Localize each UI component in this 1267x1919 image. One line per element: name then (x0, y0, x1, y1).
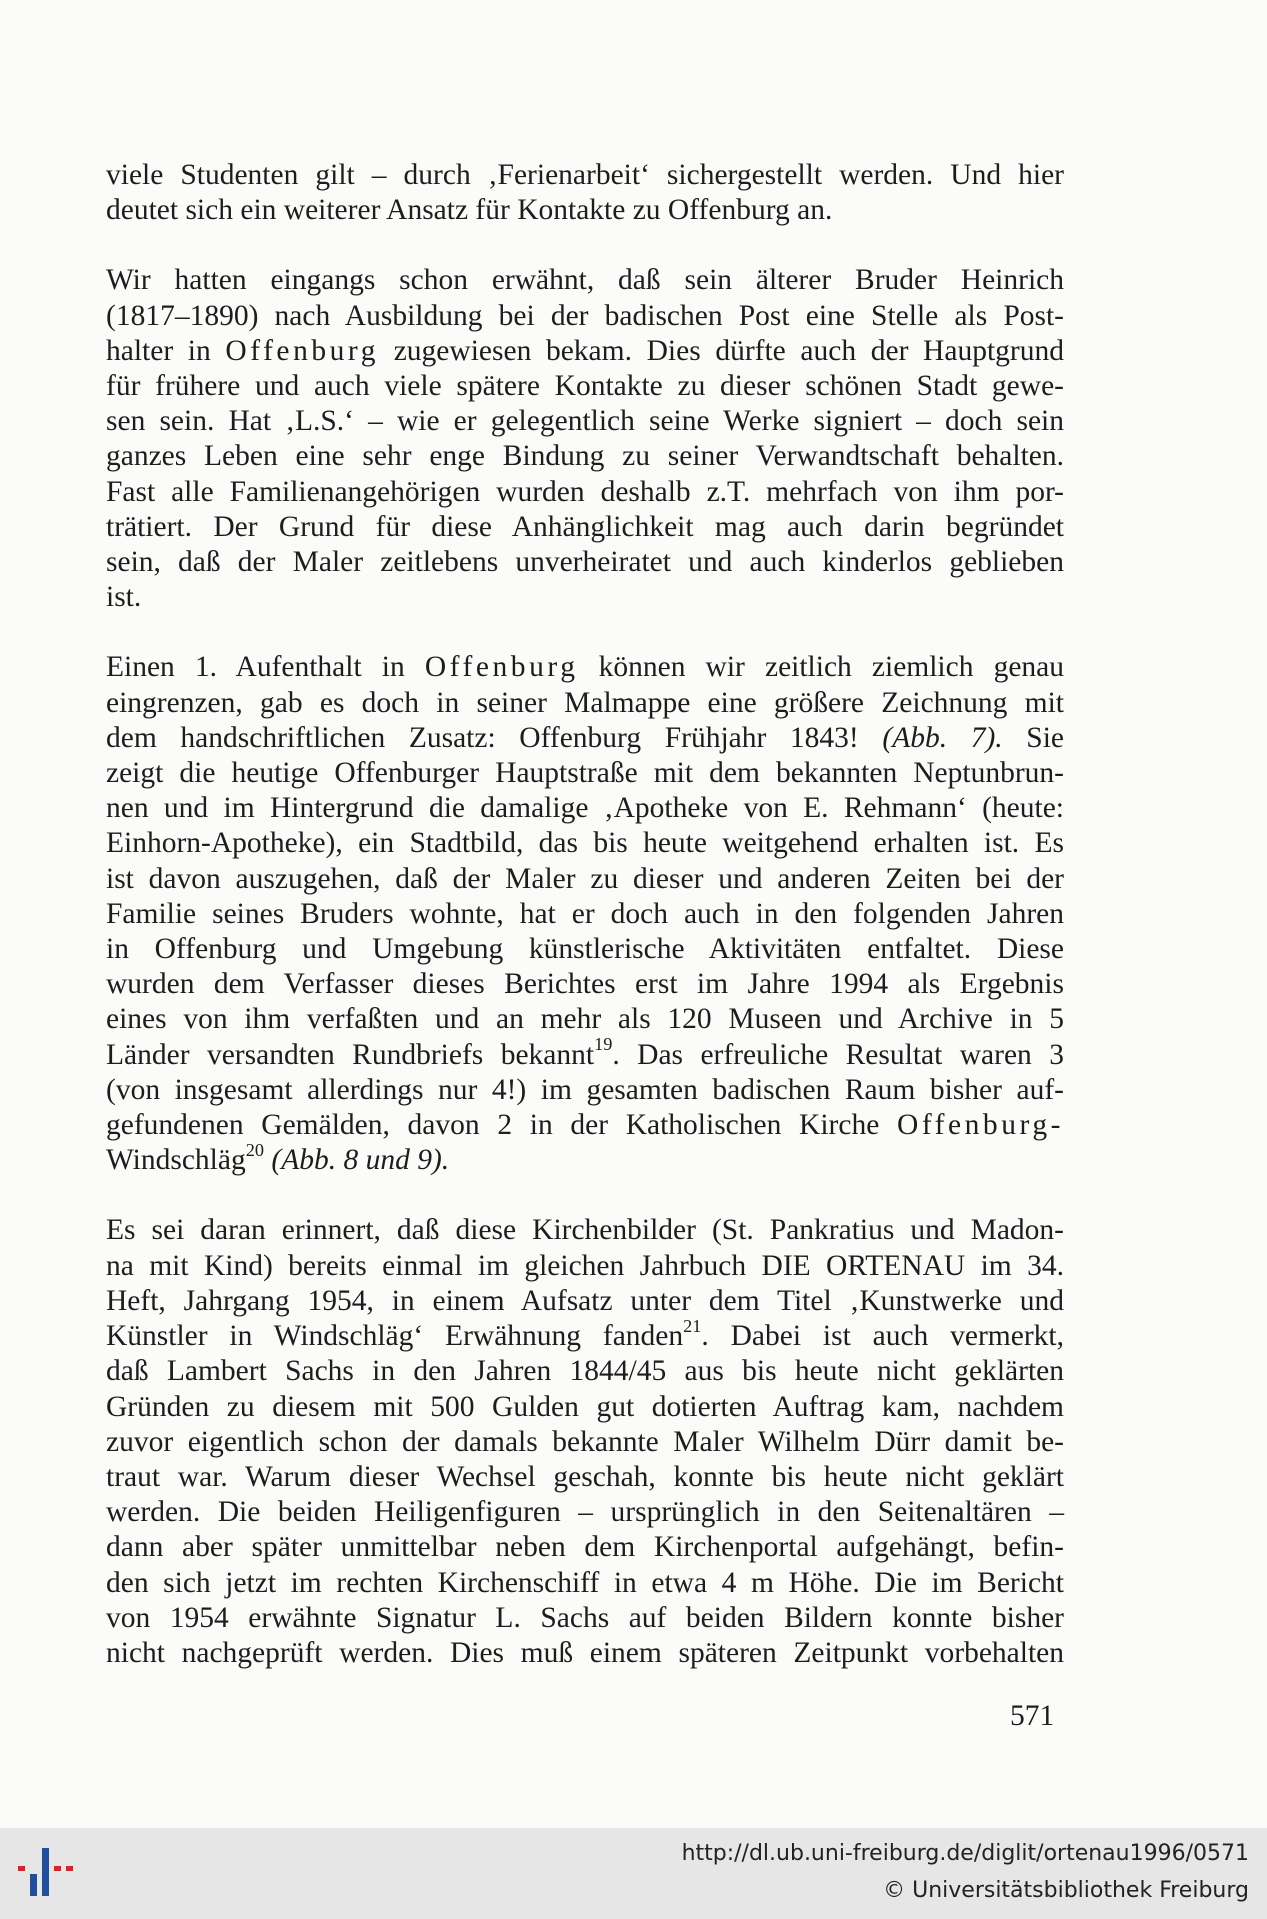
text-line: Fast alle Familienangehörigen wurden deshalb z.T. mehrfach von ihm por- (106, 475, 1064, 508)
text-line: nicht nachgeprüft werden. Dies muß einem späteren Zeitpunkt vorbehalten (106, 1636, 1064, 1669)
text-line: von 1954 erwähnte Signatur L. Sachs auf beiden Bildern konnte bisher (106, 1601, 1064, 1634)
text-line: Heft, Jahrgang 1954, in einem Aufsatz unter dem Titel ‚Kunstwerke und (106, 1284, 1064, 1317)
text-line (106, 1034, 1064, 1073)
text-line: (von insgesamt allerdings nur 4!) im gesamten badischen Raum bisher auf- (106, 1073, 1064, 1106)
text-line: sein, daß der Maler zeitlebens unverheiratet und auch kinderlos geblieben (106, 546, 1064, 579)
footnote-marker: 19 (594, 1034, 613, 1055)
text-line: Wir hatten eingangs schon erwähnt, daß sein älterer Bruder Heinrich (106, 264, 1064, 297)
figure-reference: (Abb. 8 und 9). (264, 1144, 450, 1177)
text-fragment: halter in (106, 334, 226, 367)
body-text (106, 158, 1064, 1671)
footnote-marker: 20 (245, 1139, 265, 1160)
text-line: dann aber später unmittelbar neben dem Kirchenportal aufgehängt, befin- (106, 1531, 1064, 1564)
paragraph-4 (106, 1213, 1064, 1671)
text-line: ist. (106, 581, 142, 614)
text-fragment: Künstler in Windschläg‘ Erwähnung fanden (106, 1320, 684, 1353)
text-line: eines von ihm verfaßten und an mehr als 120 Museen und Archive in 5 (106, 1003, 1064, 1036)
text-line (106, 1108, 1064, 1143)
text-line: wurden dem Verfasser dieses Berichtes erst im Jahre 1994 als Ergebnis (106, 968, 1064, 1001)
text-line: sen sein. Hat ‚L.S.‘ – wie er gelegentlich seine Werke signiert – doch sein (106, 405, 1064, 438)
paragraph-3 (106, 650, 1064, 1178)
text-line: zuvor eigentlich schon der damals bekannte Maler Wilhelm Dürr damit be- (106, 1425, 1064, 1458)
spaced-place-name: Offenburg (225, 334, 380, 367)
page-number: 571 (1010, 1700, 1055, 1732)
text-line: trätiert. Der Grund für diese Anhänglichkeit mag auch darin begründet (106, 510, 1064, 543)
footer-copyright: © Universitätsbibliothek Freiburg (883, 1878, 1249, 1903)
text-line (106, 334, 1064, 369)
text-line: für frühere und auch viele spätere Kontakte zu dieser schönen Stadt gewe- (106, 370, 1064, 403)
figure-reference: (Abb. 7). (882, 721, 1003, 754)
text-fragment: Sie (1002, 721, 1064, 754)
text-line (106, 1315, 1064, 1354)
footnote-marker: 21 (683, 1315, 702, 1336)
text-line: den sich jetzt im rechten Kirchenschiff in etwa 4 m Höhe. Die im Bericht (106, 1566, 1064, 1599)
text-line: Einhorn-Apotheke), ein Stadtbild, das bis heute weitgehend erhalten ist. Es (106, 827, 1064, 860)
text-fragment: dem handschriftlichen Zusatz: Offenburg Frühjahr 1843! (106, 721, 883, 754)
footer-bar (0, 1828, 1267, 1919)
paragraph-1 (106, 158, 1064, 228)
spaced-place-name: Offenburg (424, 651, 579, 684)
text-line: daß Lambert Sachs in den Jahren 1844/45 aus bis heute nicht geklärten (106, 1355, 1064, 1388)
text-fragment: Einen 1. Aufenthalt in (106, 651, 425, 684)
text-line: viele Studenten gilt – durch ‚Ferienarbeit‘ sichergestellt werden. Und hier (106, 159, 1064, 191)
text-line: Familie seines Bruders wohnte, hat er doch auch in den folgenden Jahren (106, 897, 1064, 930)
text-line: deutet sich ein weiterer Ansatz für Kontakte zu Offenburg an. (106, 194, 833, 227)
paragraph-2 (106, 263, 1064, 615)
text-line: ist davon auszugehen, daß der Maler zu dieser und anderen Zeiten bei der (106, 862, 1064, 895)
text-line: na mit Kind) bereits einmal im gleichen Jahrbuch DIE ORTENAU im 34. (106, 1249, 1064, 1282)
text-line: nen und im Hintergrund die damalige ‚Apotheke von E. Rehmann‘ (heute: (106, 792, 1064, 825)
text-line (106, 721, 1064, 756)
text-line (106, 650, 1064, 685)
text-fragment: Windschläg (106, 1144, 246, 1177)
text-fragment: . Das erfreuliche Resultat waren 3 (612, 1038, 1064, 1071)
text-line: traut war. Warum dieser Wechsel geschah, konnte bis heute nicht geklärt (106, 1460, 1064, 1493)
ub-freiburg-logo-icon (14, 1842, 80, 1908)
spaced-place-name: Offenburg- (896, 1109, 1064, 1142)
text-line: Es sei daran erinnert, daß diese Kirchenbilder (St. Pankratius und Madon- (106, 1214, 1064, 1247)
text-fragment: zugewiesen bekam. Dies dürfte auch der Hauptgrund (379, 334, 1064, 367)
text-line: (1817–1890) nach Ausbildung bei der badischen Post eine Stelle als Post- (106, 299, 1064, 332)
text-line: ganzes Leben eine sehr enge Bindung zu seiner Verwandtschaft behalten. (106, 440, 1064, 473)
footer-url-link[interactable]: http://dl.ub.uni-freiburg.de/diglit/ortenau1996/0571 (681, 1841, 1249, 1866)
text-fragment: gefundenen Gemälden, davon 2 in der Katholischen Kirche (106, 1109, 897, 1142)
text-fragment: . Dabei ist auch vermerkt, (701, 1320, 1064, 1353)
text-line: in Offenburg und Umgebung künstlerische Aktivitäten entfaltet. Diese (106, 933, 1064, 966)
text-line: Gründen zu diesem mit 500 Gulden gut dotierten Auftrag kam, nachdem (106, 1390, 1064, 1423)
text-line: werden. Die beiden Heiligenfiguren – ursprünglich in den Seitenaltären – (106, 1496, 1064, 1529)
text-fragment: Länder versandten Rundbriefs bekannt (106, 1038, 595, 1071)
text-fragment: können wir zeitlich ziemlich genau (578, 651, 1065, 684)
text-line (106, 1139, 1064, 1178)
text-line: eingrenzen, gab es doch in seiner Malmappe eine größere Zeichnung mit (106, 686, 1064, 719)
text-line: zeigt die heutige Offenburger Hauptstraße mit dem bekannten Neptunbrun- (106, 757, 1064, 790)
